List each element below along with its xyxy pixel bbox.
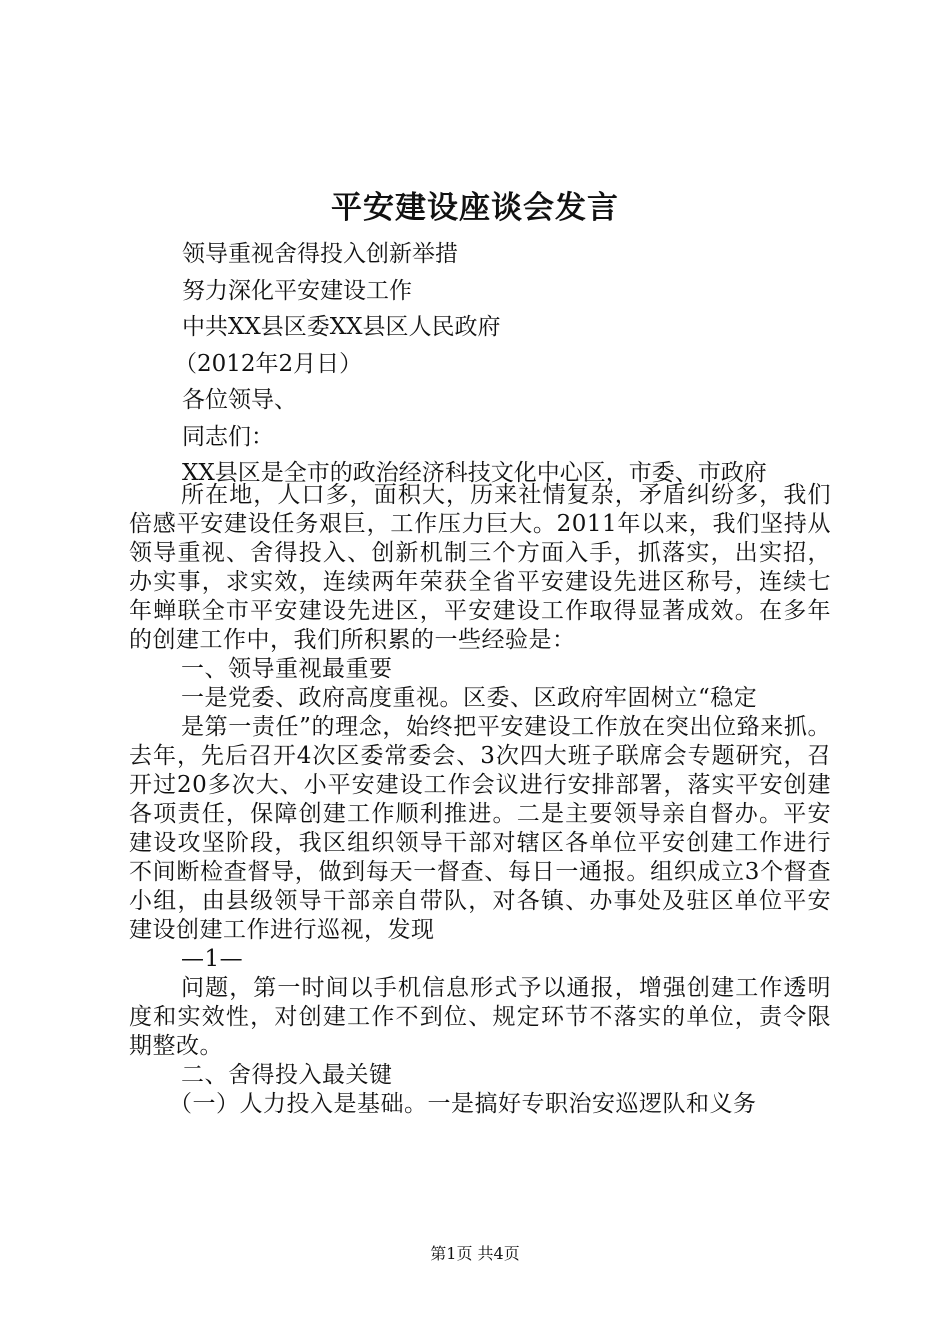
- salutation-line-2: 同志们：: [182, 423, 274, 450]
- subtitle-line-2: 努力深化平安建设工作: [182, 277, 412, 304]
- date-line: （2012年2月日）: [174, 350, 363, 377]
- body-text: [129, 481, 831, 1119]
- issuer-line: 中共XX县区委XX县区人民政府: [182, 314, 501, 340]
- paragraph-leadership-start: 一是党委、政府高度重视。区委、区政府牢固树立“稳定: [181, 685, 758, 711]
- paragraph-leadership: 是第一责任”的理念，始终把平安建设工作放在突出位臵来抓。去年，先后召开4次区委常委会、3次四大班子联席会专题研究，召开过20多次大、小平安建设工作会议进行安排部署，落实平安创建各项责任，保障创建工作顺利推进。二是主要领导亲自督办。平安建设攻坚阶段，我区组织领导干部对辖区各单位平安创建工作进行不间断检查督导，做到每天一督查、每日一通报。组织成立3个督查小组，由县级领导干部亲自带队，对各镇、办事处及驻区单位平安建设创建工作进行巡视，发现: [129, 714, 831, 943]
- opening-line: XX县区是全市的政治经济科技文化中心区，市委、市政府: [182, 460, 767, 486]
- paragraph-manpower: （一）人力投入是基础。一是搞好专职治安巡逻队和义务: [169, 1091, 757, 1117]
- salutation-line-1: 各位领导、: [182, 387, 297, 413]
- heading-block: [174, 236, 862, 492]
- subtitle-line-1: 领导重视舍得投入创新举措: [182, 241, 458, 267]
- document-title: 平安建设座谈会发言: [331, 190, 619, 226]
- paragraph-issues: 问题，第一时间以手机信息形式予以通报，增强创建工作透明度和实效性，对创建工作不到位、规定环节不落实的单位，责令限期整改。: [129, 975, 831, 1059]
- inner-page-number: —1—: [181, 946, 244, 972]
- section-heading-1: 一、领导重视最重要: [181, 656, 393, 682]
- paragraph-intro: 所在地，人口多，面积大，历来社情复杂，矛盾纠纷多，我们倍感平安建设任务艰巨，工作压力巨大。2011年以来，我们坚持从领导重视、舍得投入、创新机制三个方面入手，抓落实，出实招，办实事，求实效，连续两年荣获全省平安建设先进区称号，连续七年蝉联全市平安建设先进区，平安建设工作取得显著成效。在多年的创建工作中，我们所积累的一些经验是：: [129, 482, 831, 653]
- section-heading-2: 二、舍得投入最关键: [181, 1062, 393, 1088]
- page-footer: 第1页 共4页: [430, 1244, 520, 1263]
